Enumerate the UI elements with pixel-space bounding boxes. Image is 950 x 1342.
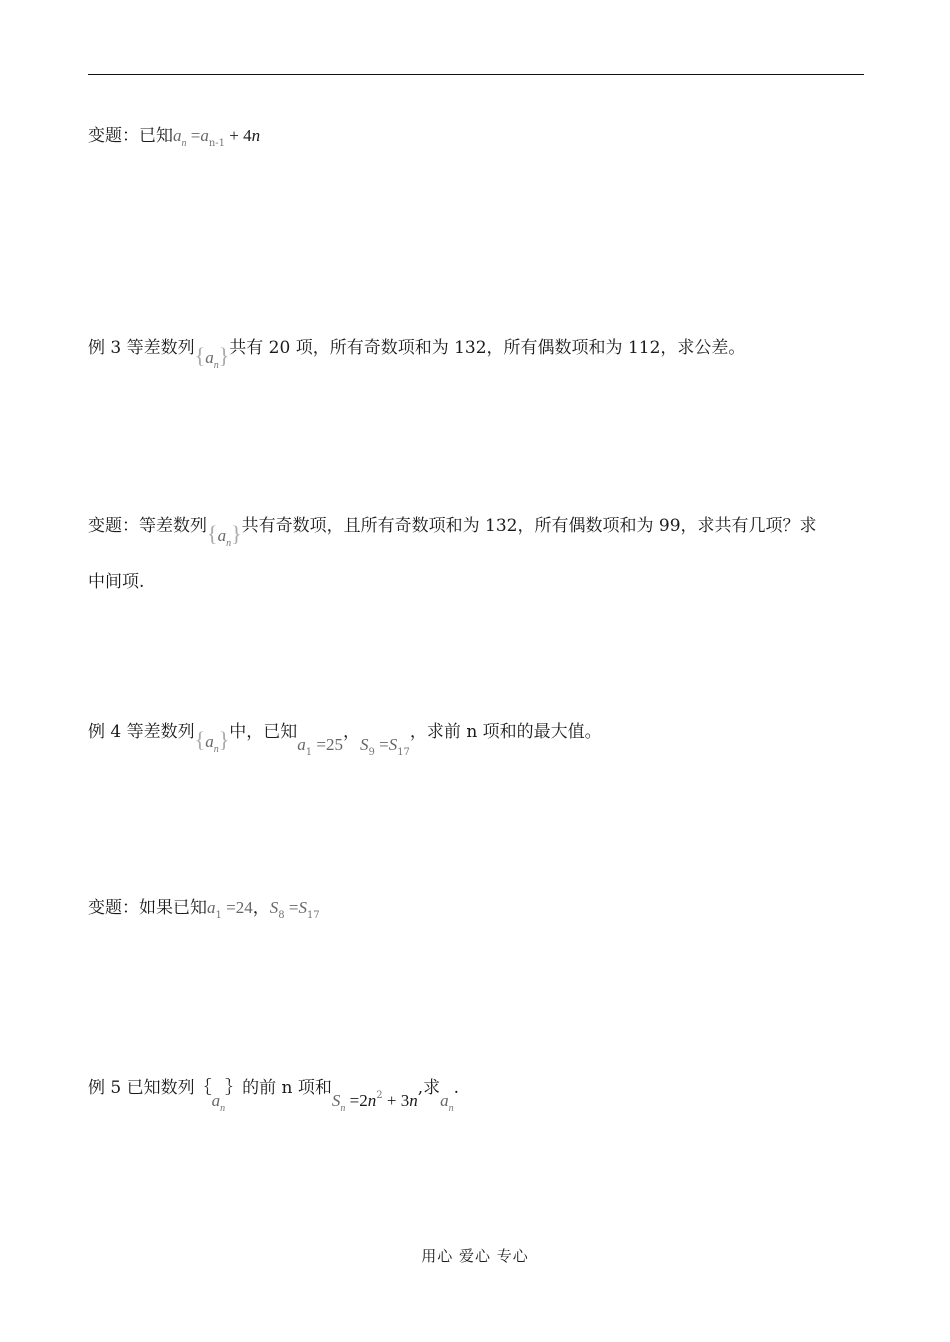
variant-2-text-2: 中间项.	[88, 572, 145, 592]
term-a: a	[205, 732, 214, 751]
subscript-9: 9	[368, 747, 375, 758]
term-a: a	[205, 348, 214, 367]
equals: =	[186, 126, 201, 145]
subscript-n: n	[220, 1103, 226, 1114]
equals-two: =2	[345, 1091, 368, 1110]
term-s8: S	[269, 898, 279, 917]
term-a: a	[440, 1091, 449, 1110]
right-brace: }	[231, 521, 242, 546]
subscript-n: n	[448, 1103, 454, 1114]
condition-s9-s17	[359, 735, 410, 758]
example-3-line	[88, 334, 746, 371]
example-4-line	[88, 718, 602, 758]
term-a: a	[211, 1091, 221, 1110]
sequence-an-brace	[195, 344, 230, 373]
subscript-n: n	[213, 360, 219, 371]
sequence-an-brace	[207, 522, 242, 551]
var-n: n	[409, 1091, 418, 1110]
example-4-prefix: 例 4 等差数列	[88, 722, 195, 742]
variant-3-prefix: 变题：如果已知	[88, 898, 207, 918]
var-n: n	[251, 126, 261, 145]
equals: =	[374, 735, 389, 754]
comma: ，	[252, 898, 270, 918]
example-4-text: 求前 n 项和的最大值。	[426, 722, 602, 742]
left-brace: {	[194, 727, 206, 752]
variant-2-text: 共有奇数项，且所有奇数项和为 132，所有偶数项和为 99，求共有几项？求	[241, 516, 817, 536]
page-footer: 用心 爱心 专心	[421, 1247, 529, 1265]
term-s17: S	[388, 735, 398, 754]
subscript-1: 1	[215, 910, 222, 921]
variant-2-line-2	[88, 570, 144, 594]
right-brace: }	[218, 727, 230, 752]
var-n: n	[367, 1091, 377, 1110]
example-5-mid: ｝的前 n 项和	[225, 1078, 332, 1098]
term-a: a	[173, 126, 182, 145]
variant-3-line	[88, 896, 320, 923]
left-brace: {	[207, 521, 218, 546]
example-5-ask: ,求	[417, 1078, 441, 1098]
comma: ，	[342, 722, 360, 742]
right-brace: }	[218, 343, 230, 368]
a1-value: =25	[312, 735, 343, 754]
sequence-an-brace	[195, 728, 230, 757]
example-3-prefix: 例 3 等差数列	[88, 338, 195, 358]
equals: =	[284, 898, 299, 917]
example-5-line	[88, 1076, 460, 1114]
subscript-n-minus-1: n-1	[208, 138, 226, 149]
a1-value: =24	[221, 898, 253, 917]
subscript-1: 1	[305, 747, 313, 758]
example-4-mid: 中，已知	[229, 722, 298, 742]
superscript-2: 2	[376, 1090, 383, 1101]
term-a1: a	[297, 735, 306, 754]
subscript-n: n	[181, 138, 187, 149]
subscript-n: n	[213, 744, 219, 755]
example-5-prefix: 例 5 已知数列｛	[88, 1078, 212, 1098]
term-s9: S	[359, 735, 369, 754]
term-a: a	[217, 526, 227, 545]
header-rule	[88, 74, 864, 75]
condition-a1	[297, 735, 343, 758]
example-3-text: 共有 20 项，所有奇数项和为 132，所有偶数项和为 112，求公差。	[229, 338, 746, 358]
term-sn: S	[331, 1091, 341, 1110]
period: .	[453, 1078, 460, 1098]
left-brace: {	[194, 343, 206, 368]
variant-2-prefix: 变题：等差数列	[88, 516, 207, 536]
sequence-an	[211, 1091, 226, 1114]
subscript-17: 17	[306, 910, 320, 921]
term-a1: a	[207, 898, 216, 917]
variant-2-line	[88, 512, 817, 549]
variant-1-prefix: 变题：已知	[88, 126, 173, 146]
subscript-8: 8	[278, 910, 285, 921]
plus-three: + 3	[382, 1091, 410, 1110]
comma: ，	[409, 722, 427, 742]
variant-1-line	[88, 124, 260, 151]
sum-formula	[331, 1090, 418, 1114]
plus-four: + 4	[225, 126, 252, 145]
term-a-prev: a	[200, 126, 209, 145]
subscript-n: n	[226, 538, 232, 549]
subscript-n: n	[340, 1103, 346, 1114]
term-s17: S	[298, 898, 307, 917]
target-an	[440, 1091, 454, 1114]
subscript-17: 17	[397, 747, 410, 758]
